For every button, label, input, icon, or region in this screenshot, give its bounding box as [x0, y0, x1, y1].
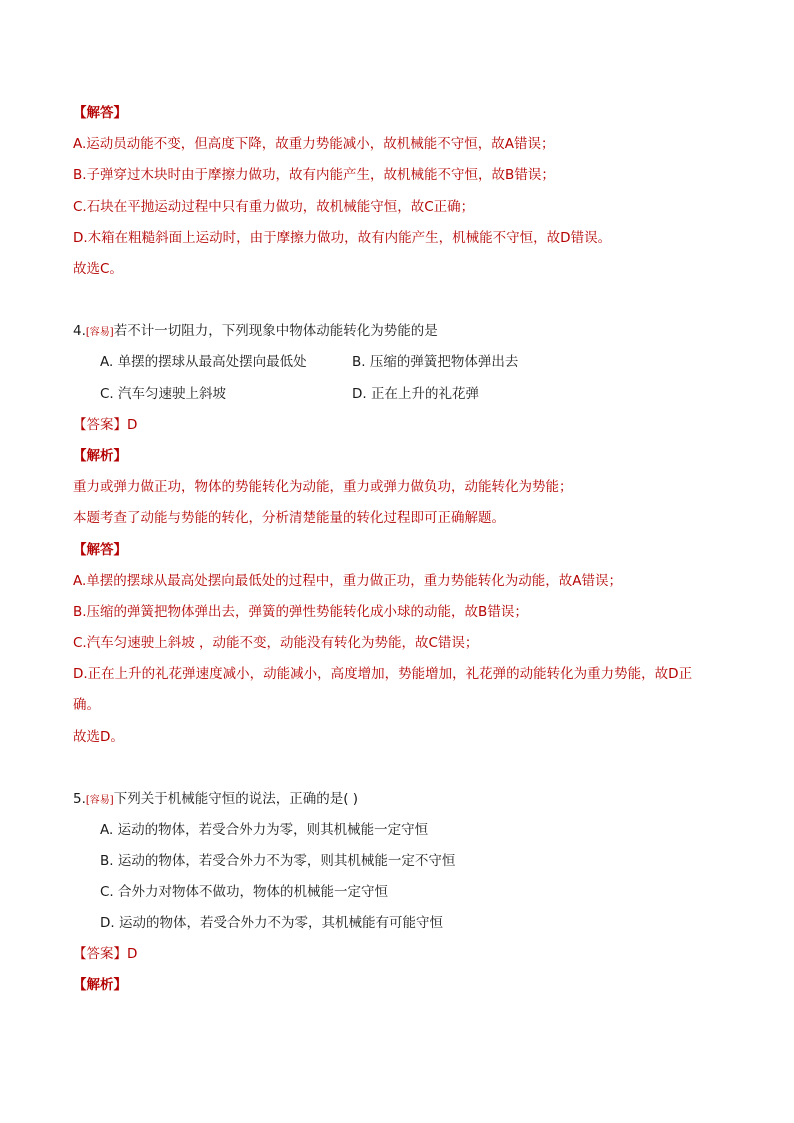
- question-5-option-a: A. 运动的物体，若受合外力为零，则其机械能一定守恒: [100, 822, 429, 838]
- question-4-options-row-2: [100, 384, 479, 404]
- difficulty-tag: [容易]: [85, 795, 114, 806]
- difficulty-tag: [容易]: [85, 327, 114, 338]
- option-a: A. 单摆的摆球从最高处摆向最低处: [100, 354, 307, 370]
- question-4-solution-line-d: D.正在上升的礼花弹速度减小，动能减小，高度增加，势能增加，礼花弹的动能转化为重力势能，故D正: [73, 666, 693, 682]
- question-4-solution-line-d-cont: 确。: [73, 697, 100, 713]
- question-4-answer: 【答案】D: [73, 417, 138, 433]
- question-4-options-row-1: [100, 352, 519, 372]
- solution-header: 【解答】: [73, 105, 127, 121]
- question-4-solution-line-b: B.压缩的弹簧把物体弹出去，弹簧的弹性势能转化成小球的动能，故B错误；: [73, 604, 528, 620]
- question-5-analysis-header: 【解析】: [73, 977, 127, 993]
- question-text: 下列关于机械能守恒的说法，正确的是( ): [113, 791, 359, 807]
- question-4-conclusion: 故选D。: [73, 729, 124, 745]
- question-5-option-c: C. 合外力对物体不做功，物体的机械能一定守恒: [100, 884, 389, 900]
- question-number: 4.: [73, 323, 86, 339]
- question-4-solution-line-a: A.单摆的摆球从最高处摆向最低处的过程中，重力做正功，重力势能转化为动能，故A错误；: [73, 573, 623, 589]
- question-text: 若不计一切阻力，下列现象中物体动能转化为势能的是: [113, 323, 438, 339]
- solution-conclusion: 故选C。: [73, 261, 123, 277]
- solution-line-d: D.木箱在粗糙斜面上运动时，由于摩擦力做功，故有内能产生，机械能不守恒，故D错误。: [73, 230, 612, 246]
- option-b: B. 压缩的弹簧把物体弹出去: [352, 354, 519, 370]
- question-5-stem: [73, 789, 358, 809]
- question-5-answer: 【答案】D: [73, 946, 138, 962]
- option-c: C. 汽车匀速驶上斜坡: [100, 386, 227, 402]
- question-4-analysis-line-1: 重力或弹力做正功，物体的势能转化为动能，重力或弹力做负功，动能转化为势能；: [73, 479, 573, 495]
- question-4-analysis-line-2: 本题考查了动能与势能的转化，分析清楚能量的转化过程即可正确解题。: [73, 510, 505, 526]
- question-5-option-b: B. 运动的物体，若受合外力不为零，则其机械能一定不守恒: [100, 853, 456, 869]
- solution-line-b: B.子弹穿过木块时由于摩擦力做功，故有内能产生，故机械能不守恒，故B错误；: [73, 167, 555, 183]
- solution-line-c: C.石块在平抛运动过程中只有重力做功，故机械能守恒，故C正确；: [73, 199, 475, 215]
- option-d: D. 正在上升的礼花弹: [352, 386, 479, 402]
- question-4-solution-header: 【解答】: [73, 542, 127, 558]
- question-5-option-d: D. 运动的物体，若受合外力不为零，其机械能有可能守恒: [100, 915, 443, 931]
- question-4-stem: [73, 321, 438, 341]
- question-4-solution-line-c: C.汽车匀速驶上斜坡 ，动能不变，动能没有转化为势能，故C错误；: [73, 635, 479, 651]
- question-number: 5.: [73, 791, 86, 807]
- solution-line-a: A.运动员动能不变，但高度下降，故重力势能减小，故机械能不守恒，故A错误；: [73, 136, 555, 152]
- question-4-analysis-header: 【解析】: [73, 448, 127, 464]
